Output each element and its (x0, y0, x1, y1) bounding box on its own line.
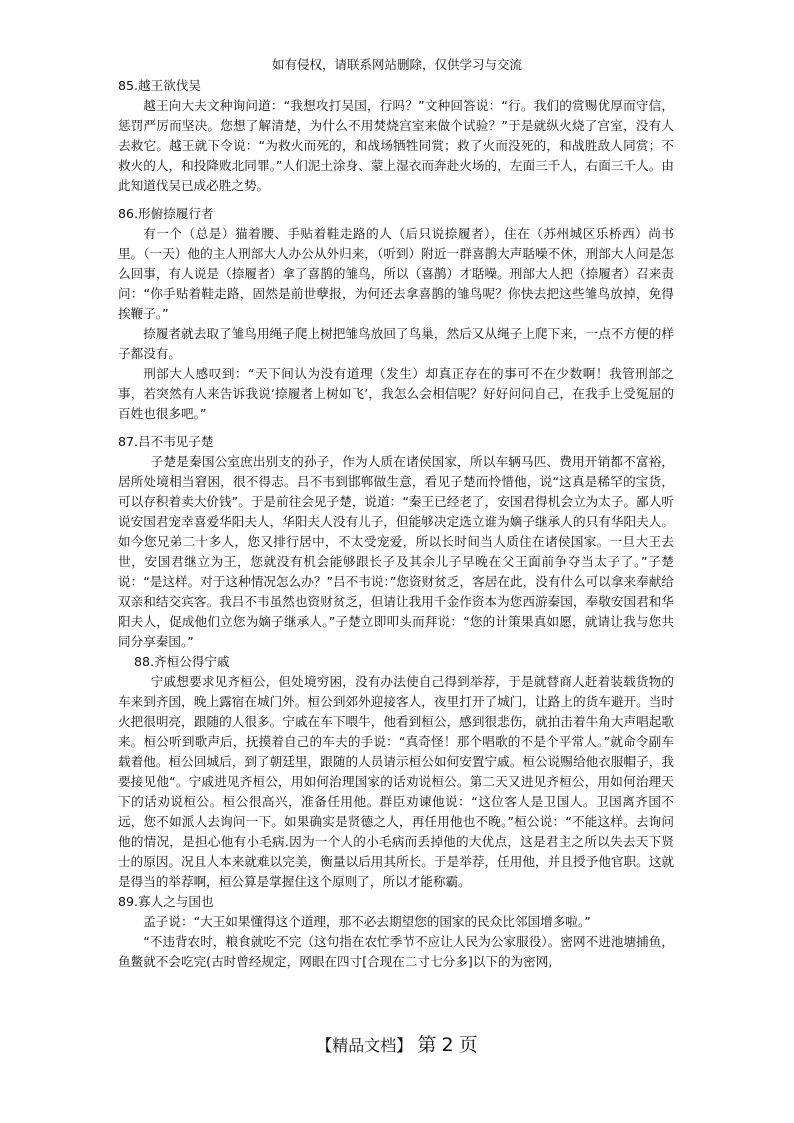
document-body (118, 76, 674, 972)
section-title: 89.寡人之与国也 (118, 894, 214, 909)
footer-label: 【精品文档】 (316, 1036, 413, 1055)
section-title: 87.吕不韦见子楚 (118, 434, 214, 449)
section-87 (118, 432, 674, 652)
paragraph: 子楚是秦国公室庶出别支的孙子，作为人质在诸侯国家，所以车辆马匹、费用开销都不富裕，居所处境相当窘困，很不得志。吕不韦到邯郸做生意，看见子楚而怜惜他，说“这真是稀罕的宝货，可以存积着卖大价钱”。于是前往会见子楚，说道：“秦王已经老了，安国君得机会立为太子。鄙人听说安国君宠幸喜爱华阳夫人，华阳夫人没有儿子，但能够决定选立谁为嫡子继承人的只有华阳夫人。如今您兄弟二十多人，您又排行居中，不太受宠爱，所以长时间当人质住在诸侯国家。一旦大王去世，安国君继立为王，您就没有机会能够跟长子及其余儿子早晚在父王面前争夺当太子了。”子楚说：“是这样。对于这种情况怎么办？”吕不韦说：”您资财贫乏，客居在此，没有什么可以拿来奉献给双亲和结交宾客。我吕不韦虽然也资财贫乏，但请让我用千金作资本为您西游秦国，奉敬安国君和华阳夫人，促成他们立您为嫡子继承人。”子楚立即叩头而拜说：“您的计策果真如愿，就请让我与您共同分享秦国。” (118, 454, 674, 649)
section-85 (118, 76, 674, 196)
paragraph: “不违背农时，粮食就吃不完（这句指在农忙季节不应让人民为公家服役）。密网不进池塘捕鱼，鱼鳖就不会吃完(古时曾经规定，网眼在四寸[合现在二寸七分多]以下的为密网, (118, 934, 674, 969)
section-title: 88.齐桓公得宁戚 (134, 654, 230, 669)
paragraph: 刑部大人感叹到：“天下间认为没有道理（发生）却真正存在的事可不在少数啊！我管刑部之事，若突然有人来告诉我说‘捺履者上树如飞’，我怎么会相信呢？好好问问自己，在我手上受冤屈的百姓也很多吧。” (118, 366, 674, 421)
section-86 (118, 204, 674, 424)
paragraph: 越王向大夫文种询问道：“我想攻打吴国，行吗？”文种回答说：“行。我们的赏赐优厚而守信，惩罚严厉而坚决。您想了解清楚，为什么不用焚烧宫室来做个试验？”于是就纵火烧了宫室，没有人去救它。越王就下令说：“为救火而死的，和战场牺牲同赏；救了火而没死的，和战胜敌人同赏；不救火的人，和投降败北同罪。”人们泥土涂身、蒙上湿衣而奔赴火场的，左面三千人，右面三千人。由此知道伐吴已成必胜之势。 (118, 98, 674, 193)
page-header-notice: 如有侵权，请联系网站删除，仅供学习与交流 (271, 57, 522, 72)
paragraph: 宁戚想要求见齐桓公，但处境穷困，没有办法使自己得到举荐，于是就替商人赶着装载货物的车来到齐国，晚上露宿在城门外。桓公到郊外迎接客人，夜里打开了城门，让路上的货车避开。当时火把很明亮，跟随的人很多。宁戚在车下喂牛，他看到桓公，感到很悲伤，就拍击着牛角大声唱起歌来。桓公听到歌声后，抚摸着自己的车夫的手说：“真奇怪！那个唱歌的不是个平常人。”就命令副车载着他。桓公回城后，到了朝廷里，跟随的人员请示桓公如何安置宁戚。桓公说赐给他衣服帽子，我要接见他“。宁戚进见齐桓公，用如何治理国家的话劝说桓公。第二天又进见齐桓公，用如何治理天下的话劝说桓公。桓公很高兴，准备任用他。群臣劝谏他说：“这位客人是卫国人。卫国离齐国不远，您不如派人去询问一下。如果确实是贤德之人，再任用他也不晚。”桓公说：“不能这样。去询问他的情况，是担心他有小毛病.因为一个人的小毛病而丢掉他的大优点，这是君主之所以失去天下贤士的原因。况且人本来就难以完美，衡量以后用其所长。于是举荐，任用他，并且授予他官职。这就是得当的举荐啊，桓公算是掌握住这个原则了，所以才能称霸。 (118, 674, 674, 889)
paragraph: 有一个（总是）猫着腰、手贴着鞋走路的人（后只说捺履者），住在（苏州城区乐桥西）尚书里。（一天）他的主人刑部大人办公从外归来，（听到）附近一群喜鹊大声聒噪不休，刑部大人问是怎么回事，有人说是（捺履者）拿了喜鹊的雏鸟，所以（喜鹊）才聒噪。刑部大人把（捺履者）召来责问：“你手贴着鞋走路，固然是前世孽报，为何还去拿喜鹊的雏鸟呢？你快去把这些雏鸟放掉，免得挨鞭子。” (118, 226, 674, 321)
section-88 (118, 652, 674, 892)
page-prefix: 第 (417, 1034, 437, 1056)
section-title: 85.越王欲伐吴 (118, 78, 201, 93)
page-number: 2 (441, 1034, 454, 1056)
paragraph: 孟子说：“大王如果懂得这个道理，那不必去期望您的国家的民众比邻国增多啦。” (143, 914, 591, 929)
paragraph: 捺履者就去取了雏鸟用绳子爬上树把雏鸟放回了鸟巢，然后又从绳子上爬下来，一点不方便的样子都没有。 (118, 326, 674, 361)
page-footer (0, 1035, 794, 1056)
page-suffix: 页 (458, 1034, 478, 1056)
section-title: 86.形俯捺履行者 (118, 206, 214, 221)
section-89 (118, 892, 674, 972)
